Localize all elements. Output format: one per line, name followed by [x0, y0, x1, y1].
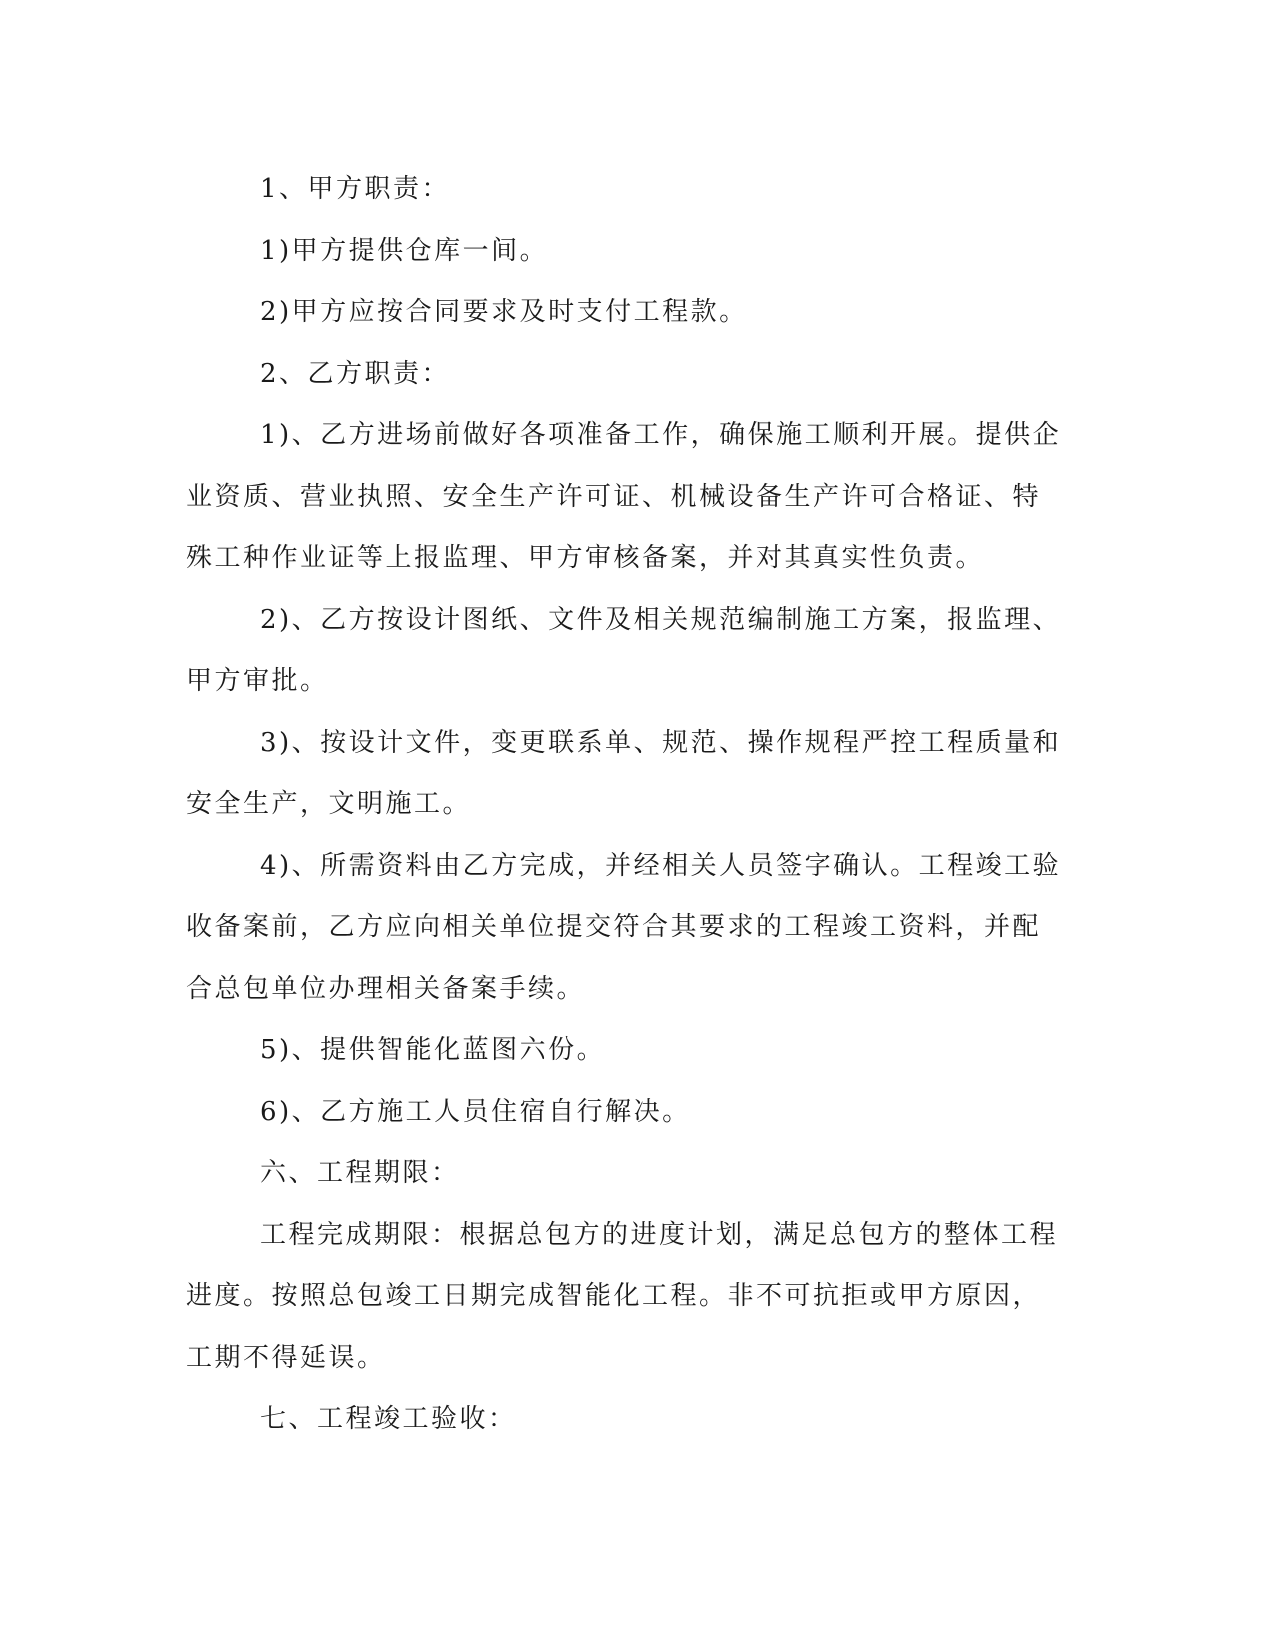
document-body — [186, 159, 1066, 1451]
party-b-item-5: 5)、提供智能化蓝图六份。 — [260, 1035, 606, 1065]
project-period-text: 工程完成期限：根据总包方的进度计划，满足总包方的整体工程进度。按照总包竣工日期完成智能化工程。非不可抗拒或甲方原因，工期不得延误。 — [186, 1219, 1059, 1373]
party-b-item-4: 4)、所需资料由乙方完成，并经相关人员签字确认。工程竣工验收备案前，乙方应向相关单位提交符合其要求的工程竣工资料，并配合总包单位办理相关备案手续。 — [186, 850, 1062, 1004]
party-a-item-2: 2)甲方应按合同要求及时支付工程款。 — [260, 297, 748, 327]
heading-project-period: 六、工程期限： — [260, 1158, 460, 1188]
heading-party-a-duties: 1、甲方职责： — [260, 174, 451, 204]
party-b-item-6: 6)、乙方施工人员住宿自行解决。 — [260, 1096, 691, 1127]
heading-party-b-duties: 2、乙方职责： — [260, 358, 451, 389]
party-b-item-3: 3)、按设计文件，变更联系单、规范、操作规程严控工程质量和安全生产，文明施工。 — [186, 727, 1062, 819]
party-b-item-1: 1)、乙方进场前做好各项准备工作，确保施工顺利开展。提供企业资质、营业执照、安全生产许可证、机械设备生产许可合格证、特殊工种作业证等上报监理、甲方审核备案，并对其真实性负责。 — [186, 420, 1062, 573]
party-a-item-1: 1)甲方提供仓库一间。 — [260, 235, 549, 266]
heading-completion-acceptance: 七、工程竣工验收： — [260, 1404, 517, 1434]
party-b-item-2: 2)、乙方按设计图纸、文件及相关规范编制施工方案，报监理、甲方审批。 — [186, 604, 1062, 696]
